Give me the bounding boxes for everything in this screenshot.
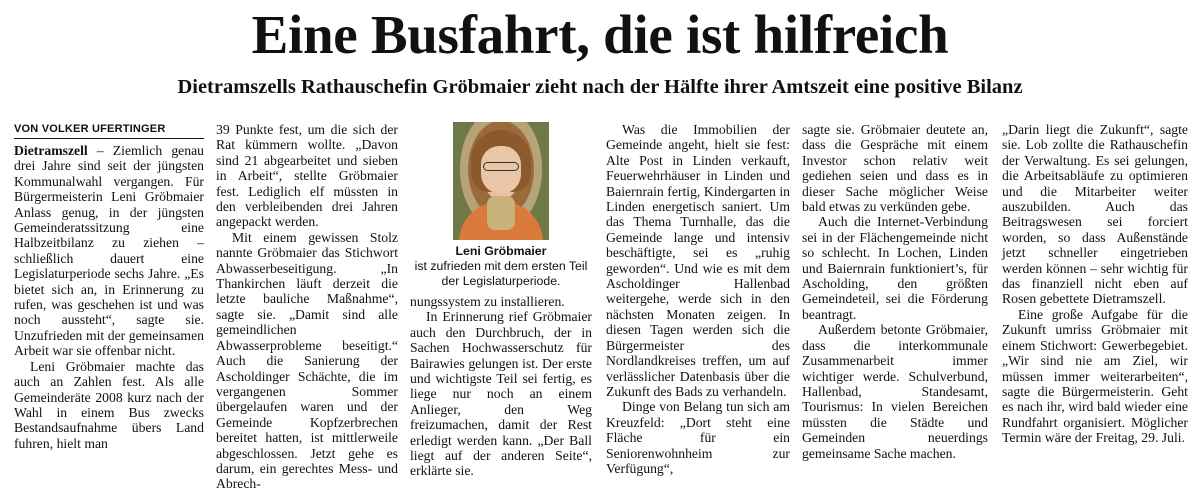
- paragraph: Eine große Aufgabe für die Zukunft umriss Gröbmaier mit einem Stichwort: Gewerbegebiet. „Wir sind nie am Ziel, wir müssen immer weiterarbeiten“, sagte die Bürgermeisterin. Geht es nach ihr, wird bald wieder eine Rundfahrt organisiert. Möglicher Termin wäre der Freitag, 29. Juli.: [1002, 306, 1188, 446]
- paragraph-text: – Ziemlich genau drei Jahre sind seit der jüngsten Kommunalwahl vergangen. Für Bürgermeisterin Leni Gröbmaier Anlass genug, in der jüngsten Gemeinderatssitzung eine Halbzeitbilanz zu ziehen – schließlich dauert eine Legislaturperiode sechs Jahre. „Es bietet sich an, in Erinnerung zu rufen, was geschehen ist und was noch aussteht“, sagte sie. Unzufrieden mit der gemeinsamen Arbeit war sie offenbar nicht.: [14, 143, 204, 359]
- paragraph: 39 Punkte fest, um die sich der Rat kümmern wollte. „Davon sind 21 abgearbeitet und sieben in Arbeit“, stellte Gröbmaier fest. Lediglich elf müssten in den verbleibenden drei Jahren angepackt werden.: [216, 122, 398, 230]
- subheadline: Dietramszells Rathauschefin Gröbmaier zieht nach der Hälfte ihrer Amtszeit eine positive Bilanz: [177, 76, 1023, 98]
- paragraph: Dinge von Belang tun sich am Kreuzfeld: „Dort steht eine Fläche für ein Seniorenwohnheim zur Verfügung“,: [606, 399, 790, 476]
- article-column-5: [802, 122, 988, 461]
- byline: VON VOLKER UFERTINGER: [14, 122, 204, 139]
- photo-scarf: [487, 196, 515, 230]
- article-column-4: [606, 122, 790, 476]
- article-column-2: [216, 122, 398, 492]
- paragraph: Außerdem betonte Gröbmaier, dass die interkommunale Zusammenarbeit immer wichtiger werde. Schulverbund, Hallenbad, Standesamt, Tourismus: In vielen Bereichen müssten die Städte und Gemeinden neuerdings gemeinsame Sache machen.: [802, 322, 988, 461]
- paragraph: Mit einem gewissen Stolz nannte Gröbmaier das Stichwort Abwasserbeseitigung. „In Thankirchen läuft derzeit die letzte bauliche Maßnahme“, sagte sie. „Damit sind alle gemeindlichen Abwasserprobleme beseitigt.“ Auch die Sanierung der Ascholdinger Schächte, die im vergangenen Sommer übergelaufen waren und der Gemeinde Kopfzerbrechen bereitet hatten, ist mittlerweile abgeschlossen. Jetzt gehe es darum, ein gerechtes Mess- und Abrech-: [216, 229, 398, 492]
- article-column-3: [410, 294, 592, 479]
- paragraph: Auch die Internet-Verbindung sei in der Flächengemeinde nicht so schlecht. In Lochen, Linden und Baiernrain funktioniert’s, für Ascholding, den größten Gemeindeteil, sei die Förderung beantragt.: [802, 214, 988, 322]
- paragraph: „Darin liegt die Zukunft“, sagte sie. Lob zollte die Rathauschefin der Verwaltung. Es sei gelungen, die Arbeitsabläufe zu optimieren und die Mitarbeiter weiter auszubilden. Auch das Beitragswesen sei forciert worden, so dass Außenstände jetzt schneller eingetrieben werden können – sehr wichtig für das finanziell nicht eben auf Rosen gebettete Dietramszell.: [1002, 122, 1188, 307]
- paragraph: Leni Gröbmaier machte das auch an Zahlen fest. Als alle Gemeinderäte 2008 kurz nach der Wahl in einem Bus zwecks Bestandsaufnahme übers Land fuhren, hielt man: [14, 358, 204, 451]
- caption-name: Leni Gröbmaier: [455, 244, 547, 258]
- headline: Eine Busfahrt, die ist hilfreich: [251, 4, 949, 65]
- article-column-1: [14, 122, 204, 451]
- paragraph: [14, 143, 204, 359]
- paragraph: In Erinnerung rief Gröbmaier auch den Durchbruch, der in Sachen Hochwasserschutz für Bairawies gelungen ist. Der erste und wichtigste Teil sei fertig, es liege nur noch an einem Anlieger, den Weg freizumachen, damit der Rest erledigt werden kann. „Der Ball liegt auf der anderen Seite“, erklärte sie.: [410, 309, 592, 479]
- paragraph: sagte sie. Gröbmaier deutete an, dass die Gespräche mit einem Investor schon relativ weit gediehen seien und dass es in dieser Sache möglicher Weise bald etwas zu verkünden gebe.: [802, 122, 988, 215]
- portrait-photo: [453, 122, 549, 240]
- photo-caption: [410, 244, 592, 289]
- paragraph: Was die Immobilien der Gemeinde angeht, hielt sie fest: Alte Post in Linden verkauft, Feuerwehrhäuser in Linden und Baiernrain fertig, Kindergarten in Linden energetisch saniert. Um das Thema Turnhalle, das die Gemeinde lange und intensiv beschäftigte, sei es „ruhig geworden“. Und wie es mit dem Ascholdinger Hallenbad weitergehe, werde sich in den nächsten Monaten zeigen. In diesen Tagen werden sich die Bürgermeister des Nordlandkreises treffen, um auf verlässlicher Datenbasis über die Zukunft des Bads zu verhandeln.: [606, 122, 790, 399]
- article-column-6: [1002, 122, 1188, 446]
- caption-text: ist zufrieden mit dem ersten Teil der Legislaturperiode.: [414, 259, 588, 288]
- photo-glasses: [483, 162, 519, 171]
- dateline: Dietramszell: [14, 143, 88, 158]
- paragraph: nungssystem zu installieren.: [410, 294, 565, 309]
